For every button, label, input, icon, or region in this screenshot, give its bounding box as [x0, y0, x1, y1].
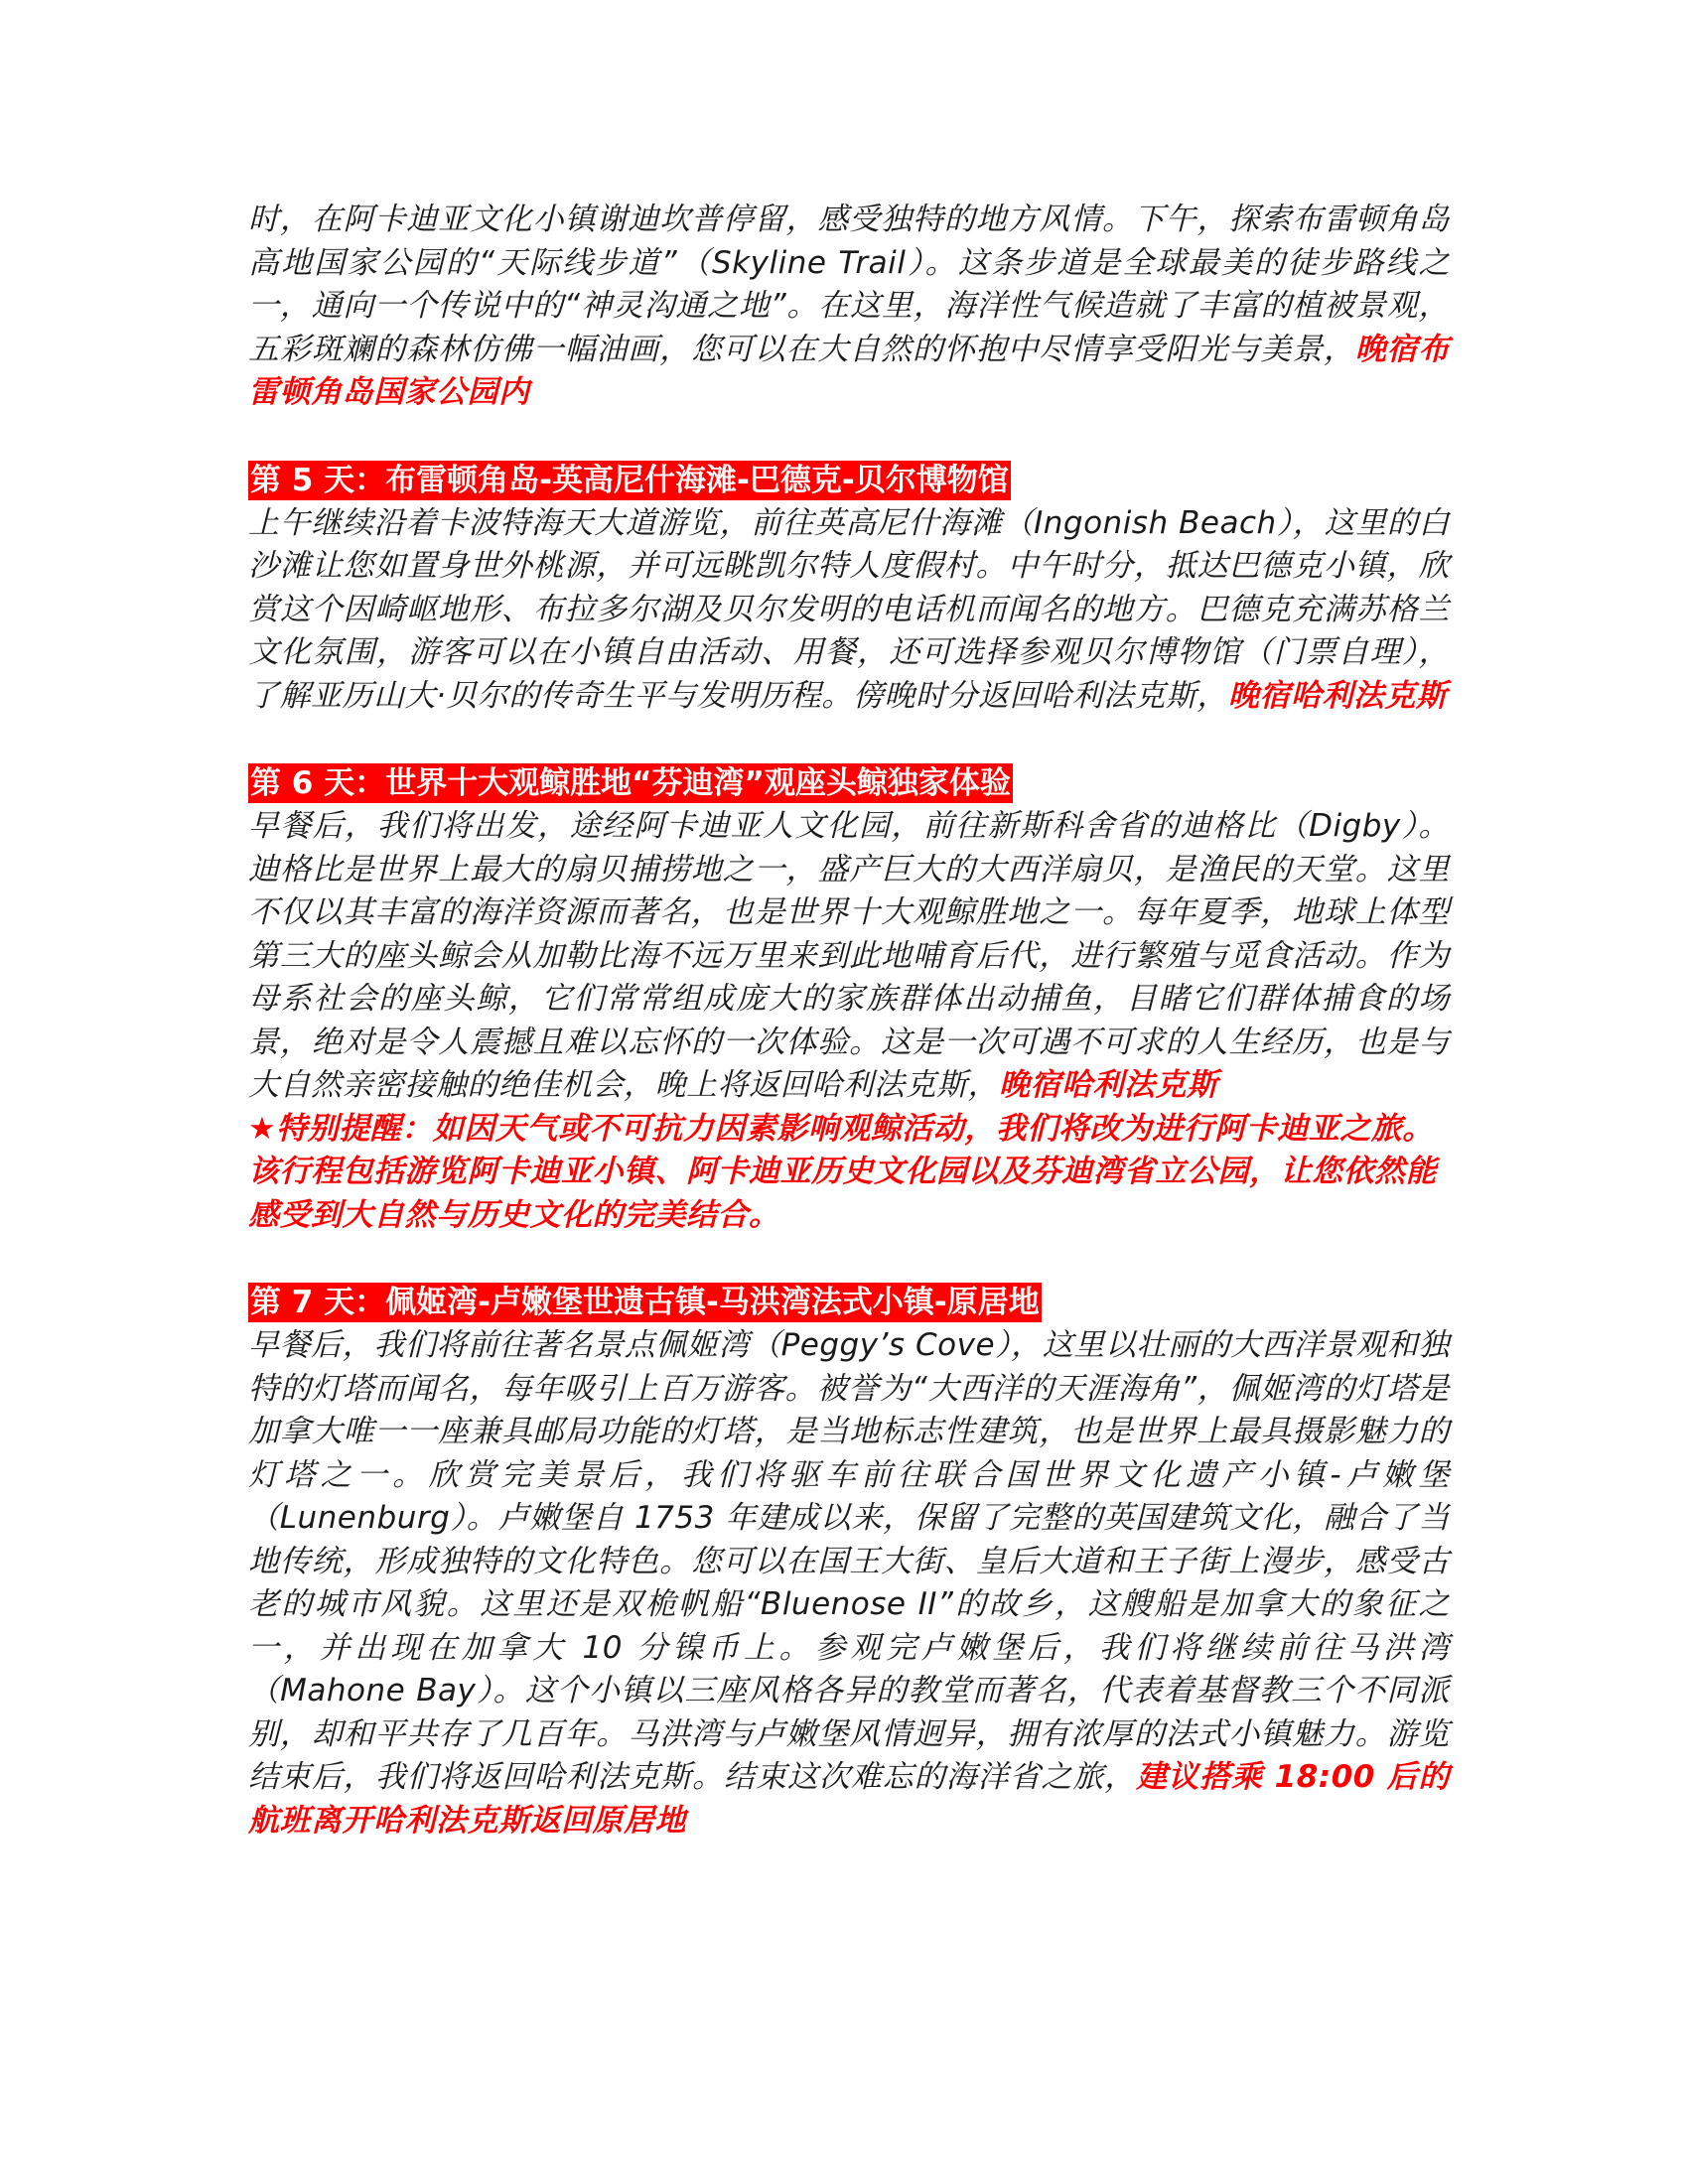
day-7-heading-row — [248, 1281, 1450, 1324]
day-6-heading-row — [248, 761, 1450, 805]
day-5-overnight-highlight: 晚宿哈利法克斯 — [1227, 677, 1448, 714]
day-5-heading-row — [248, 459, 1450, 502]
day-5-paragraph — [248, 502, 1450, 719]
day-6-special-note: ★特别提醒：如因天气或不可抗力因素影响观鲸活动，我们将改为进行阿卡迪亚之旅。该行程包括游览阿卡迪亚小镇、阿卡迪亚历史文化园以及芬迪湾省立公园，让您依然能感受到大自然与历史文化的完美结合。 — [248, 1110, 1437, 1233]
day-6-text: 早餐后，我们将出发，途经阿卡迪亚人文化园，前往新斯科舍省的迪格比（Digby）。迪格比是世界上最大的扇贝捕捞地之一，盛产巨大的大西洋扇贝，是渔民的天堂。这里不仅以其丰富的海洋资源而著名，也是世界十大观鲸胜地之一。每年夏季，地球上体型第三大的座头鲸会从加勒比海不远万里来到此地哺育后代，进行繁殖与觅食活动。作为母系社会的座头鲸，它们常常组成庞大的家族群体出动捕鱼，目睹它们群体捕食的场景，绝对是令人震撼且难以忘怀的一次体验。这是一次可遇不可求的人生经历，也是与大自然亲密接触的绝佳机会，晚上将返回哈利法克斯， — [248, 808, 1450, 1103]
day-5-heading: 第 5 天：布雷顿角岛-英高尼什海滩-巴德克-贝尔博物馆 — [250, 462, 1009, 498]
section-gap — [248, 718, 1450, 761]
day-5-text: 上午继续沿着卡波特海天大道游览，前往英高尼什海滩（Ingonish Beach），这里的白沙滩让您如置身世外桃源，并可远眺凯尔特人度假村。中午时分，抵达巴德克小镇，欣赏这个因崎岖地形、布拉多尔湖及贝尔发明的电话机而闻名的地方。巴德克充满苏格兰文化氛围，游客可以在小镇自由活动、用餐，还可选择参观贝尔博物馆（门票自理），了解亚历山大·贝尔的传奇生平与发明历程。傍晚时分返回哈利法克斯， — [248, 504, 1450, 714]
day-6-paragraph — [248, 805, 1450, 1108]
intro-overnight-highlight: 晚宿布雷顿角岛国家公园内 — [248, 331, 1450, 410]
intro-text: 时，在阿卡迪亚文化小镇谢迪坎普停留，感受独特的地方风情。下午，探索布雷顿角岛高地国家公园的“天际线步道”（Skyline Trail）。这条步道是全球最美的徒步路线之一，通向一个传说中的“神灵沟通之地”。在这里，海洋性气候造就了丰富的植被景观，五彩斑斓的森林仿佛一幅油画，您可以在大自然的怀抱中尽情享受阳光与美景， — [248, 202, 1450, 367]
day-7-heading: 第 7 天：佩姬湾-卢嫩堡世遗古镇-马洪湾法式小镇-原居地 — [250, 1285, 1040, 1320]
day-7-text: 早餐后，我们将前往著名景点佩姬湾（Peggy’s Cove），这里以壮丽的大西洋景观和独特的灯塔而闻名，每年吸引上百万游客。被誉为“大西洋的天涯海角”，佩姬湾的灯塔是加拿大唯一一座兼具邮局功能的灯塔，是当地标志性建筑，也是世界上最具摄影魅力的灯塔之一。欣赏完美景后，我们将驱车前往联合国世界文化遗产小镇-卢嫩堡（Lunenburg）。卢嫩堡自 1753 年建成以来，保留了完整的英国建筑文化，融合了当地传统，形成独特的文化特色。您可以在国王大街、皇后大道和王子街上漫步，感受古老的城市风貌。这里还是双桅帆船“Bluenose II”的故乡，这艘船是加拿大的象征之一，并出现在加拿大 10 分镍币上。参观完卢嫩堡后，我们将继续前往马洪湾（Mahone Bay）。这个小镇以三座风格各异的教堂而著名，代表着基督教三个不同派别，却和平共存了几百年。马洪湾与卢嫩堡风情迥异，拥有浓厚的法式小镇魅力。游览结束后，我们将返回哈利法克斯。结束这次难忘的海洋省之旅， — [248, 1327, 1450, 1795]
day-7-paragraph — [248, 1324, 1450, 1843]
day-7-departure-highlight: 建议搭乘 18:00 后的航班离开哈利法克斯返回原居地 — [248, 1759, 1450, 1839]
day-6-overnight-highlight: 晚宿哈利法克斯 — [999, 1067, 1218, 1103]
day-6-heading: 第 6 天：世界十大观鲸胜地“芬迪湾”观座头鲸独家体验 — [250, 765, 1011, 801]
intro-paragraph — [248, 199, 1450, 415]
section-gap — [248, 415, 1450, 459]
itinerary-page — [248, 199, 1450, 1843]
section-gap — [248, 1237, 1450, 1281]
